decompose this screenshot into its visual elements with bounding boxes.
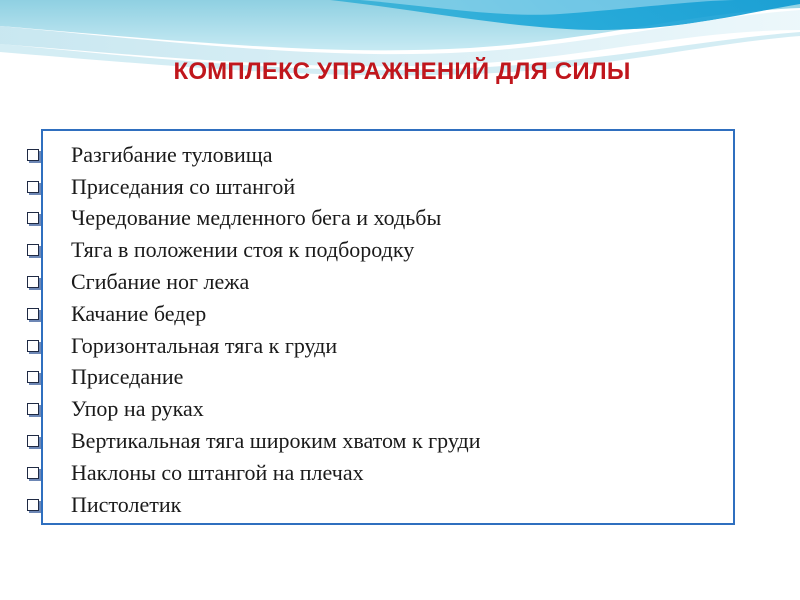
list-item [20,266,480,298]
list-item [20,139,480,171]
list-item-text: Упор на руках [71,396,204,422]
list-item-text: Чередование медленного бега и ходьбы [71,205,442,231]
checkbox-square-icon [27,181,39,193]
list-item-text: Разгибание туловища [71,141,273,167]
list-item-text: Приседание [71,364,184,390]
checkbox-square-icon [27,467,39,479]
list-item [20,393,480,425]
list-item-text: Вертикальная тяга широким хватом к груди [71,428,481,454]
exercise-list [20,139,480,521]
checkbox-square-icon [27,435,39,447]
checkbox-square-icon [27,371,39,383]
list-item-text: Сгибание ног лежа [71,269,250,295]
checkbox-square-icon [27,499,39,511]
checkbox-square-icon [27,244,39,256]
slide-title: КОМПЛЕКС УПРАЖНЕНИЙ ДЛЯ СИЛЫ [173,58,631,85]
checkbox-square-icon [27,308,39,320]
list-item [20,330,480,362]
checkbox-square-icon [27,149,39,161]
list-item [20,203,480,235]
list-item-text: Тяга в положении стоя к подбородку [71,237,415,263]
list-item [20,171,480,203]
list-item [20,362,480,394]
list-item [20,298,480,330]
checkbox-square-icon [27,340,39,352]
list-item [20,425,480,457]
list-item-text: Горизонтальная тяга к груди [71,332,338,358]
checkbox-square-icon [27,276,39,288]
list-item-text: Наклоны со штангой на плечах [71,459,364,485]
checkbox-square-icon [27,212,39,224]
list-item-text: Приседания со штангой [71,173,296,199]
checkbox-square-icon [27,403,39,415]
list-item [20,457,480,489]
list-item-text: Качание бедер [71,300,207,326]
list-item [20,234,480,266]
list-item-text: Пистолетик [71,491,182,517]
list-item [20,489,480,521]
